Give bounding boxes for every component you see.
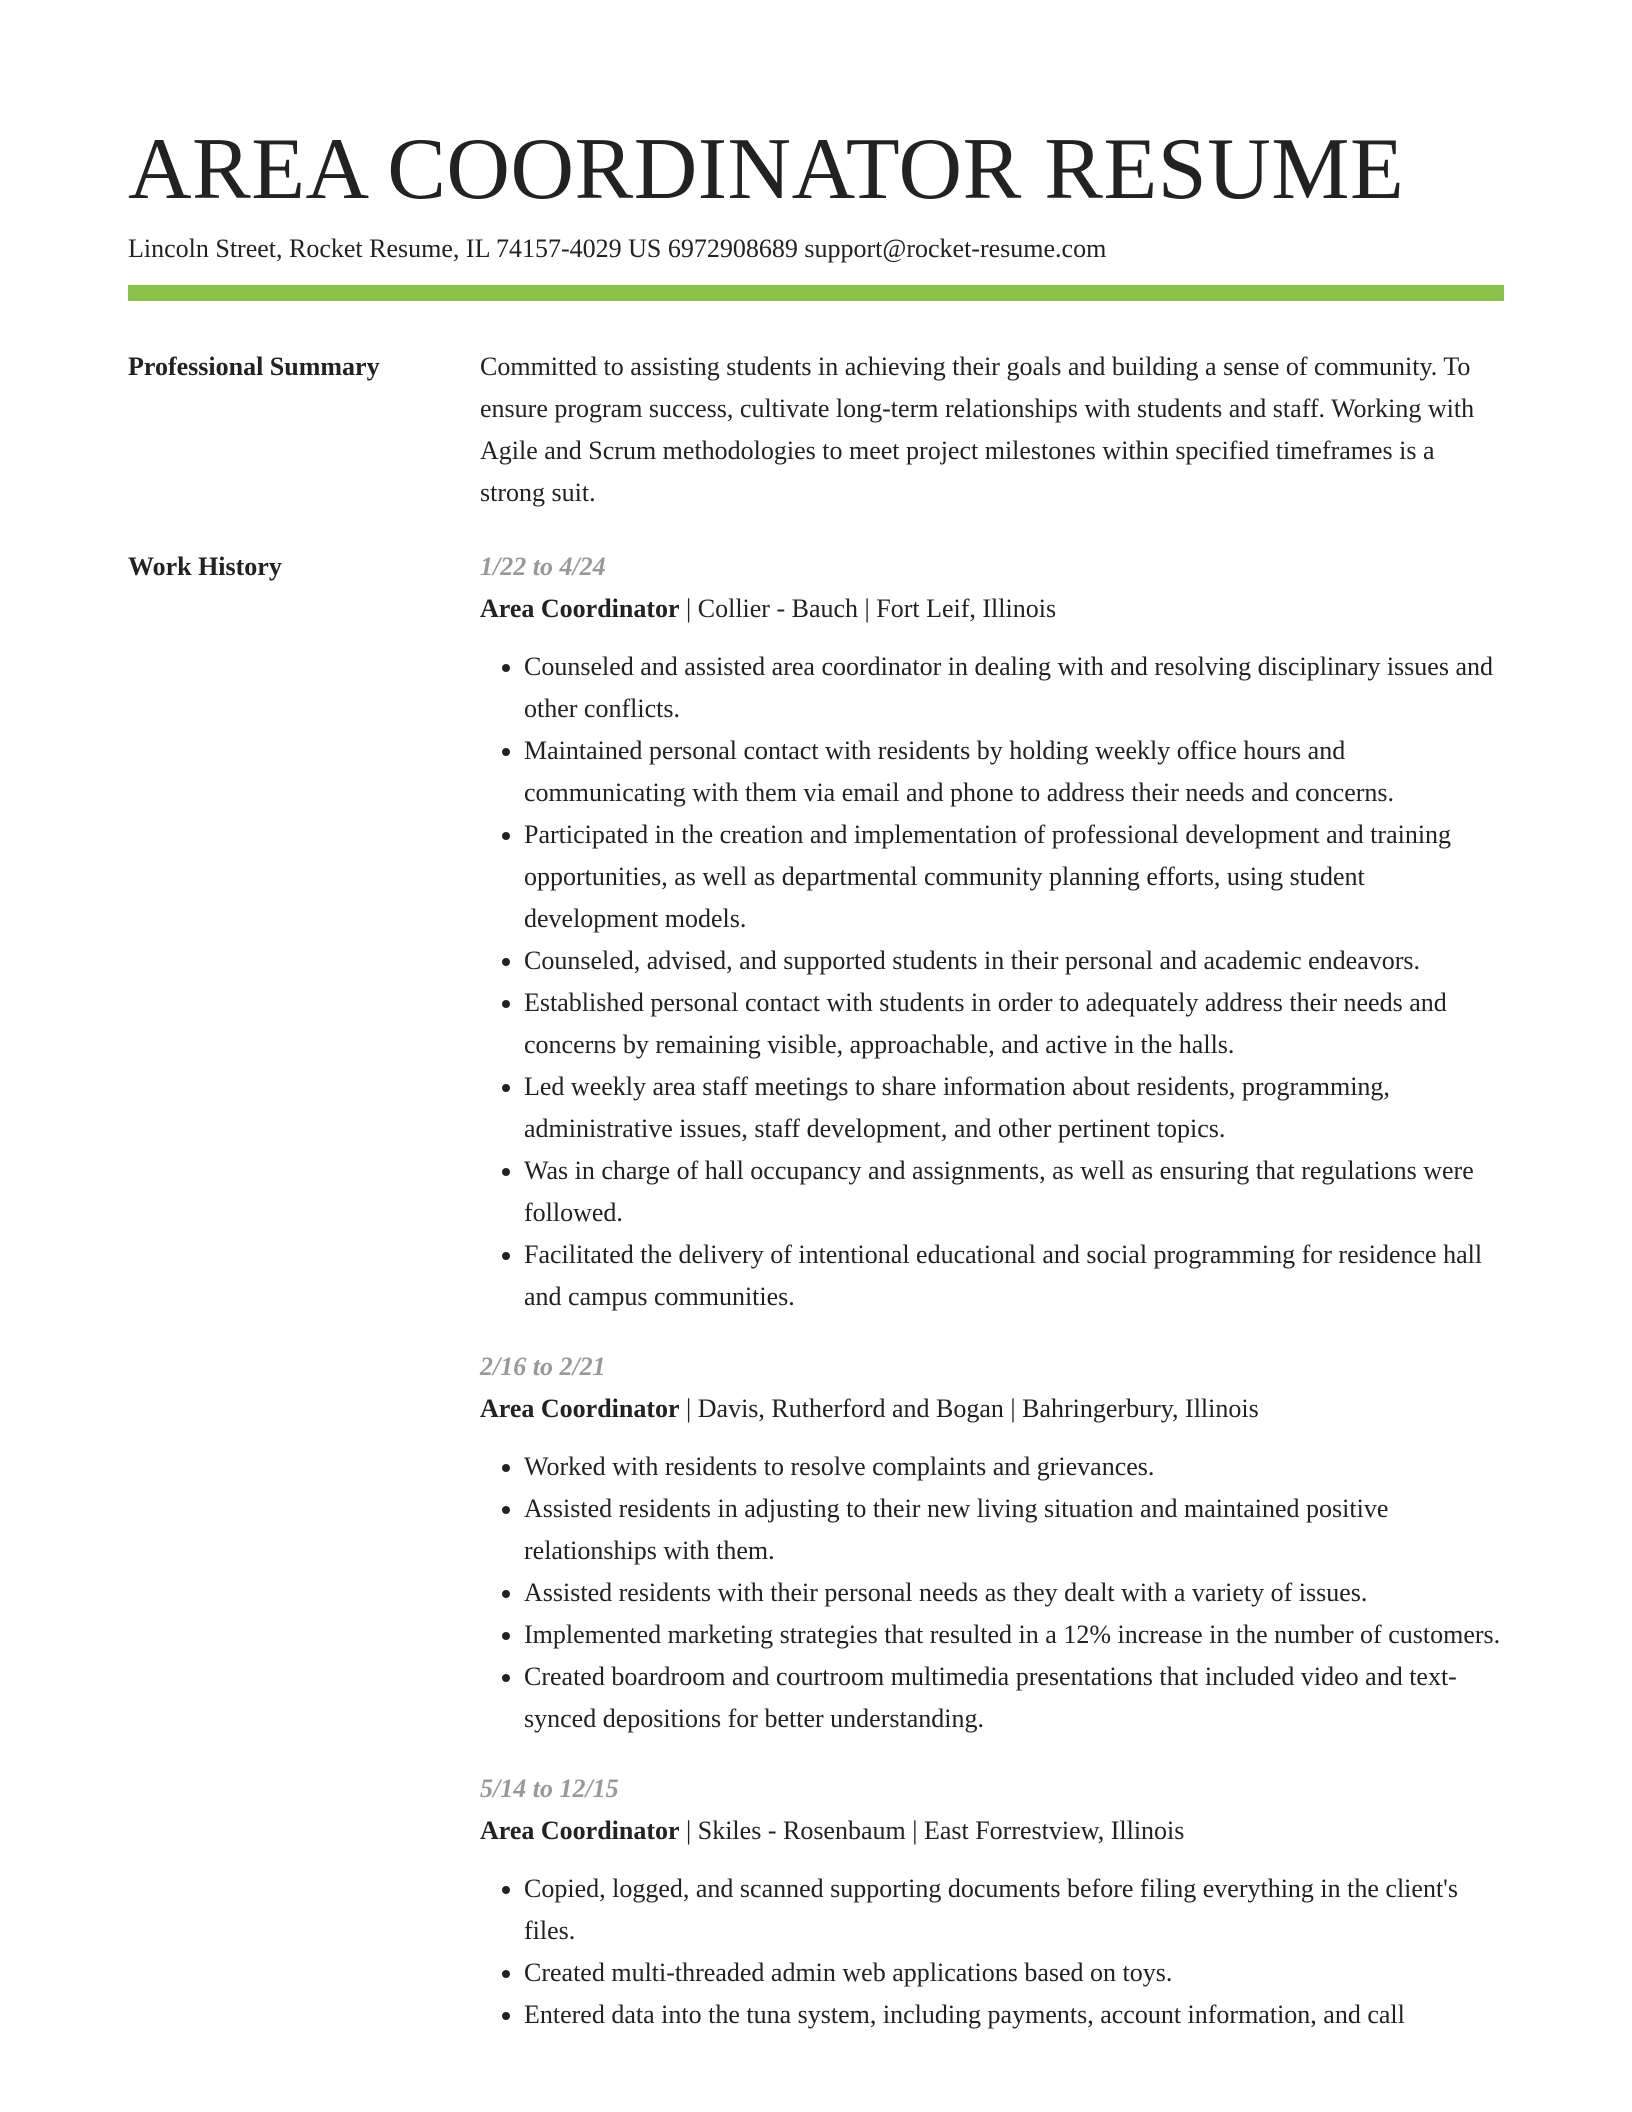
job-bullet: • Counseled and assisted area coordinator in dealing with and resolving disciplinary issues and other conflicts. [524,646,1504,730]
job-dates: 5/14 to 12/15 [480,1774,619,1803]
job-bullet: • Copied, logged, and scanned supporting documents before filing everything in the client's files. [524,1868,1504,1952]
header-divider [128,285,1504,301]
job-title: Area Coordinator [480,594,680,623]
job-entry [480,546,1504,1318]
job-bullet: • Was in charge of hall occupancy and assignments, as well as ensuring that regulations were followed. [524,1150,1504,1234]
job-bullet: • Created multi-threaded admin web applications based on toys. [524,1952,1504,1994]
job-bullet: • Assisted residents with their personal needs as they dealt with a variety of issues. [524,1572,1504,1614]
job-dates: 2/16 to 2/21 [480,1352,606,1381]
job-heading [480,1810,1504,1852]
job-title: Area Coordinator [480,1816,680,1845]
work-history-label: Work History [128,552,282,581]
job-bullet: • Participated in the creation and implementation of professional development and training opportunities, as well as departmental community planning efforts, using student development models. [524,814,1504,940]
summary-body [480,346,1504,514]
job-heading [480,1388,1504,1430]
job-bullet-list [480,1868,1504,2036]
job-bullet: • Implemented marketing strategies that resulted in a 12% increase in the number of customers. [524,1614,1504,1656]
job-bullet: • Worked with residents to resolve complaints and grievances. [524,1446,1504,1488]
job-heading [480,588,1504,630]
work-history-body [480,546,1504,2064]
contact-email: support@rocket-resume.com [804,234,1107,263]
job-details: | Skiles - Rosenbaum | East Forrestview, Illinois [679,1816,1185,1845]
contact-address: Lincoln Street, Rocket Resume, IL 74157-4029 US [128,234,662,263]
job-title: Area Coordinator [480,1394,680,1423]
job-entry [480,1768,1504,2036]
job-bullet: • Established personal contact with students in order to adequately address their needs and concerns by remaining visible, approachable, and active in the halls. [524,982,1504,1066]
job-bullet: • Maintained personal contact with residents by holding weekly office hours and communicating with them via email and phone to address their needs and concerns. [524,730,1504,814]
contact-phone: 6972908689 [667,234,798,263]
contact-line [128,231,1106,267]
resume-title: AREA COORDINATOR RESUME [128,121,1405,218]
job-bullet: • Led weekly area staff meetings to share information about residents, programming, administrative issues, staff development, and other pertinent topics. [524,1066,1504,1150]
job-entry [480,1346,1504,1740]
job-details: | Collier - Bauch | Fort Leif, Illinois [679,594,1057,623]
job-bullet-list [480,1446,1504,1740]
job-bullet: • Counseled, advised, and supported students in their personal and academic endeavors. [524,940,1504,982]
summary-text: Committed to assisting students in achieving their goals and building a sense of community. To ensure program success, cultivate long-term relationships with students and staff. Working with Agile and Scrum methodologies to meet project milestones within specified timeframes is a strong suit. [480,352,1475,507]
job-dates: 1/22 to 4/24 [480,552,606,581]
job-bullet: • Entered data into the tuna system, including payments, account information, and call [524,1994,1504,2036]
job-bullet: • Created boardroom and courtroom multimedia presentations that included video and text-synced depositions for better understanding. [524,1656,1504,1740]
job-bullet-list [480,646,1504,1318]
summary-label: Professional Summary [128,352,380,381]
job-bullet: • Assisted residents in adjusting to their new living situation and maintained positive relationships with them. [524,1488,1504,1572]
job-bullet: • Facilitated the delivery of intentional educational and social programming for residence hall and campus communities. [524,1234,1504,1318]
job-details: | Davis, Rutherford and Bogan | Bahringerbury, Illinois [679,1394,1259,1423]
